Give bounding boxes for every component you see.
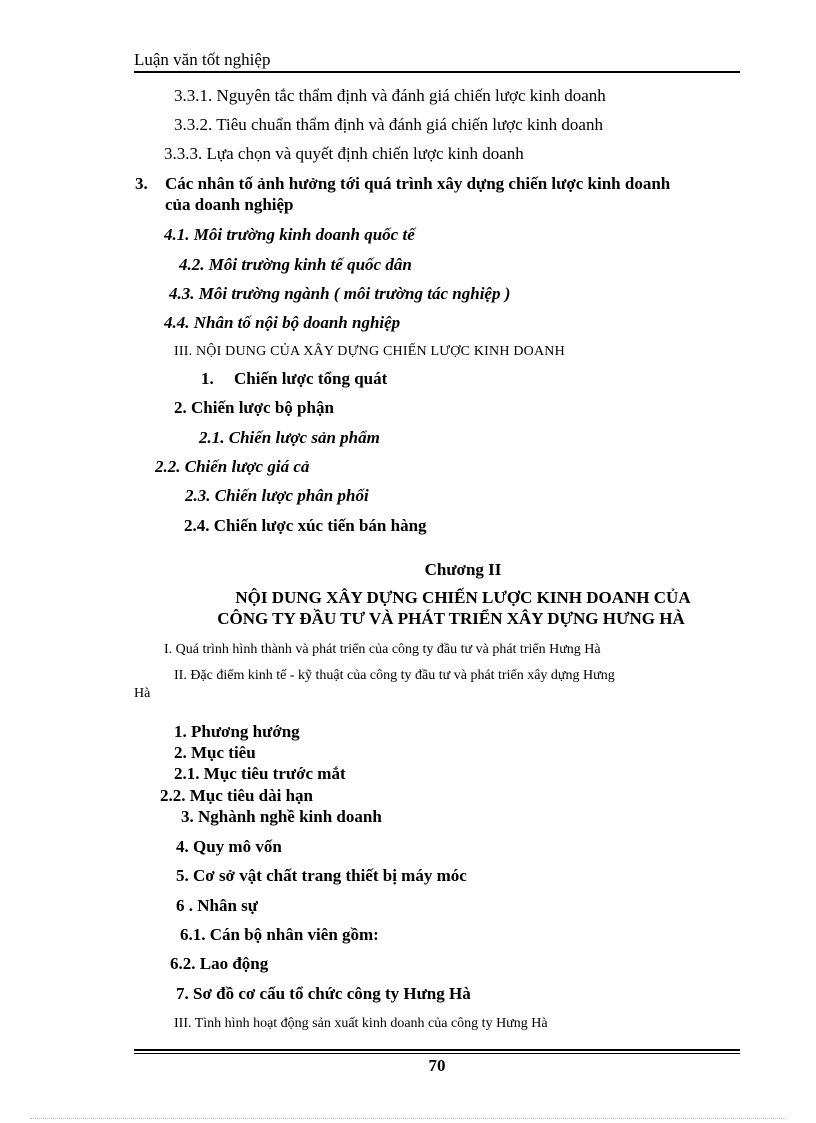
running-header: Luận văn tốt nghiệp	[134, 50, 271, 69]
item-1: 1. Phương hướng	[174, 722, 300, 741]
item-3: 3. Nghành nghề kinh doanh	[181, 807, 382, 826]
toc-section-iii: III. NỘI DUNG CỦA XÂY DỰNG CHIẾN LƯỢC KINH DOANH	[174, 344, 565, 359]
toc-line-3-3-1: 3.3.1. Nguyên tắc thẩm định và đánh giá chiến lược kinh doanh	[174, 86, 606, 105]
toc-line-4-2: 4.2. Môi trường kinh tế quốc dân	[179, 255, 412, 274]
page-number: 70	[428, 1056, 446, 1075]
item-2-2: 2.2. Mục tiêu dài hạn	[160, 786, 314, 805]
item-5: 5. Cơ sở vật chất trang thiết bị máy móc	[176, 866, 467, 885]
toc-line-2-3: 2.3. Chiến lược phân phối	[185, 486, 369, 505]
toc-line-1	[201, 369, 387, 389]
item-6-2: 6.2. Lao động	[170, 954, 269, 973]
toc-line-2-2: 2.2. Chiến lược giá cả	[155, 457, 310, 476]
footer-rule	[134, 1049, 740, 1051]
header-rule	[134, 71, 740, 73]
chapter-title-line2: CÔNG TY ĐẦU TƯ VÀ PHÁT TRIỂN XÂY DỰNG HƯNG HÀ	[217, 609, 685, 628]
toc-line-2-1: 2.1. Chiến lược sản phẩm	[199, 428, 380, 447]
section-ii: II. Đặc điểm kinh tế - kỹ thuật của công ty đầu tư và phát triển xây dựng Hưng	[174, 668, 615, 683]
toc-line-2: 2. Chiến lược bộ phận	[174, 398, 334, 417]
toc-line-2-4: 2.4. Chiến lược xúc tiến bán hàng	[184, 516, 427, 535]
toc-line-3	[135, 174, 670, 194]
section-ii-cont: Hà	[134, 686, 151, 701]
section-iii: III. Tình hình hoạt động sản xuất kinh doanh của công ty Hưng Hà	[174, 1016, 548, 1031]
toc-number: 1.	[201, 369, 214, 388]
toc-line-3-3-2: 3.3.2. Tiêu chuẩn thẩm định và đánh giá chiến lược kinh doanh	[174, 115, 603, 134]
toc-number: 3.	[135, 174, 148, 193]
item-6-1: 6.1. Cán bộ nhân viên gồm:	[180, 925, 379, 944]
toc-text: Các nhân tố ảnh hưởng tới quá trình xây dựng chiến lược kinh doanh	[165, 174, 671, 193]
toc-line-4-4: 4.4. Nhân tố nội bộ doanh nghiệp	[164, 313, 401, 332]
footer-rule-thin	[134, 1053, 740, 1054]
page-bottom-border	[30, 1118, 786, 1119]
section-i: I. Quá trình hình thành và phát triển của công ty đầu tư và phát triển Hưng Hà	[164, 642, 601, 657]
toc-text: Chiến lược tổng quát	[234, 369, 388, 388]
item-2: 2. Mục tiêu	[174, 743, 256, 762]
toc-line-4-3: 4.3. Môi trường ngành ( môi trường tác nghiệp )	[169, 284, 511, 303]
item-4: 4. Quy mô vốn	[176, 837, 282, 856]
chapter-heading: Chương II	[424, 560, 502, 579]
item-7: 7. Sơ đồ cơ cấu tổ chức công ty Hưng Hà	[176, 984, 471, 1003]
toc-line-3-cont: của doanh nghiệp	[165, 195, 294, 214]
toc-line-4-1: 4.1. Môi trường kinh doanh quốc tế	[164, 225, 415, 244]
item-6: 6 . Nhân sự	[176, 896, 259, 915]
item-2-1: 2.1. Mục tiêu trước mắt	[174, 764, 346, 783]
toc-line-3-3-3: 3.3.3. Lựa chọn và quyết định chiến lược kinh doanh	[164, 144, 524, 163]
chapter-title-line1: NỘI DUNG XÂY DỰNG CHIẾN LƯỢC KINH DOANH CỦA	[235, 588, 691, 607]
